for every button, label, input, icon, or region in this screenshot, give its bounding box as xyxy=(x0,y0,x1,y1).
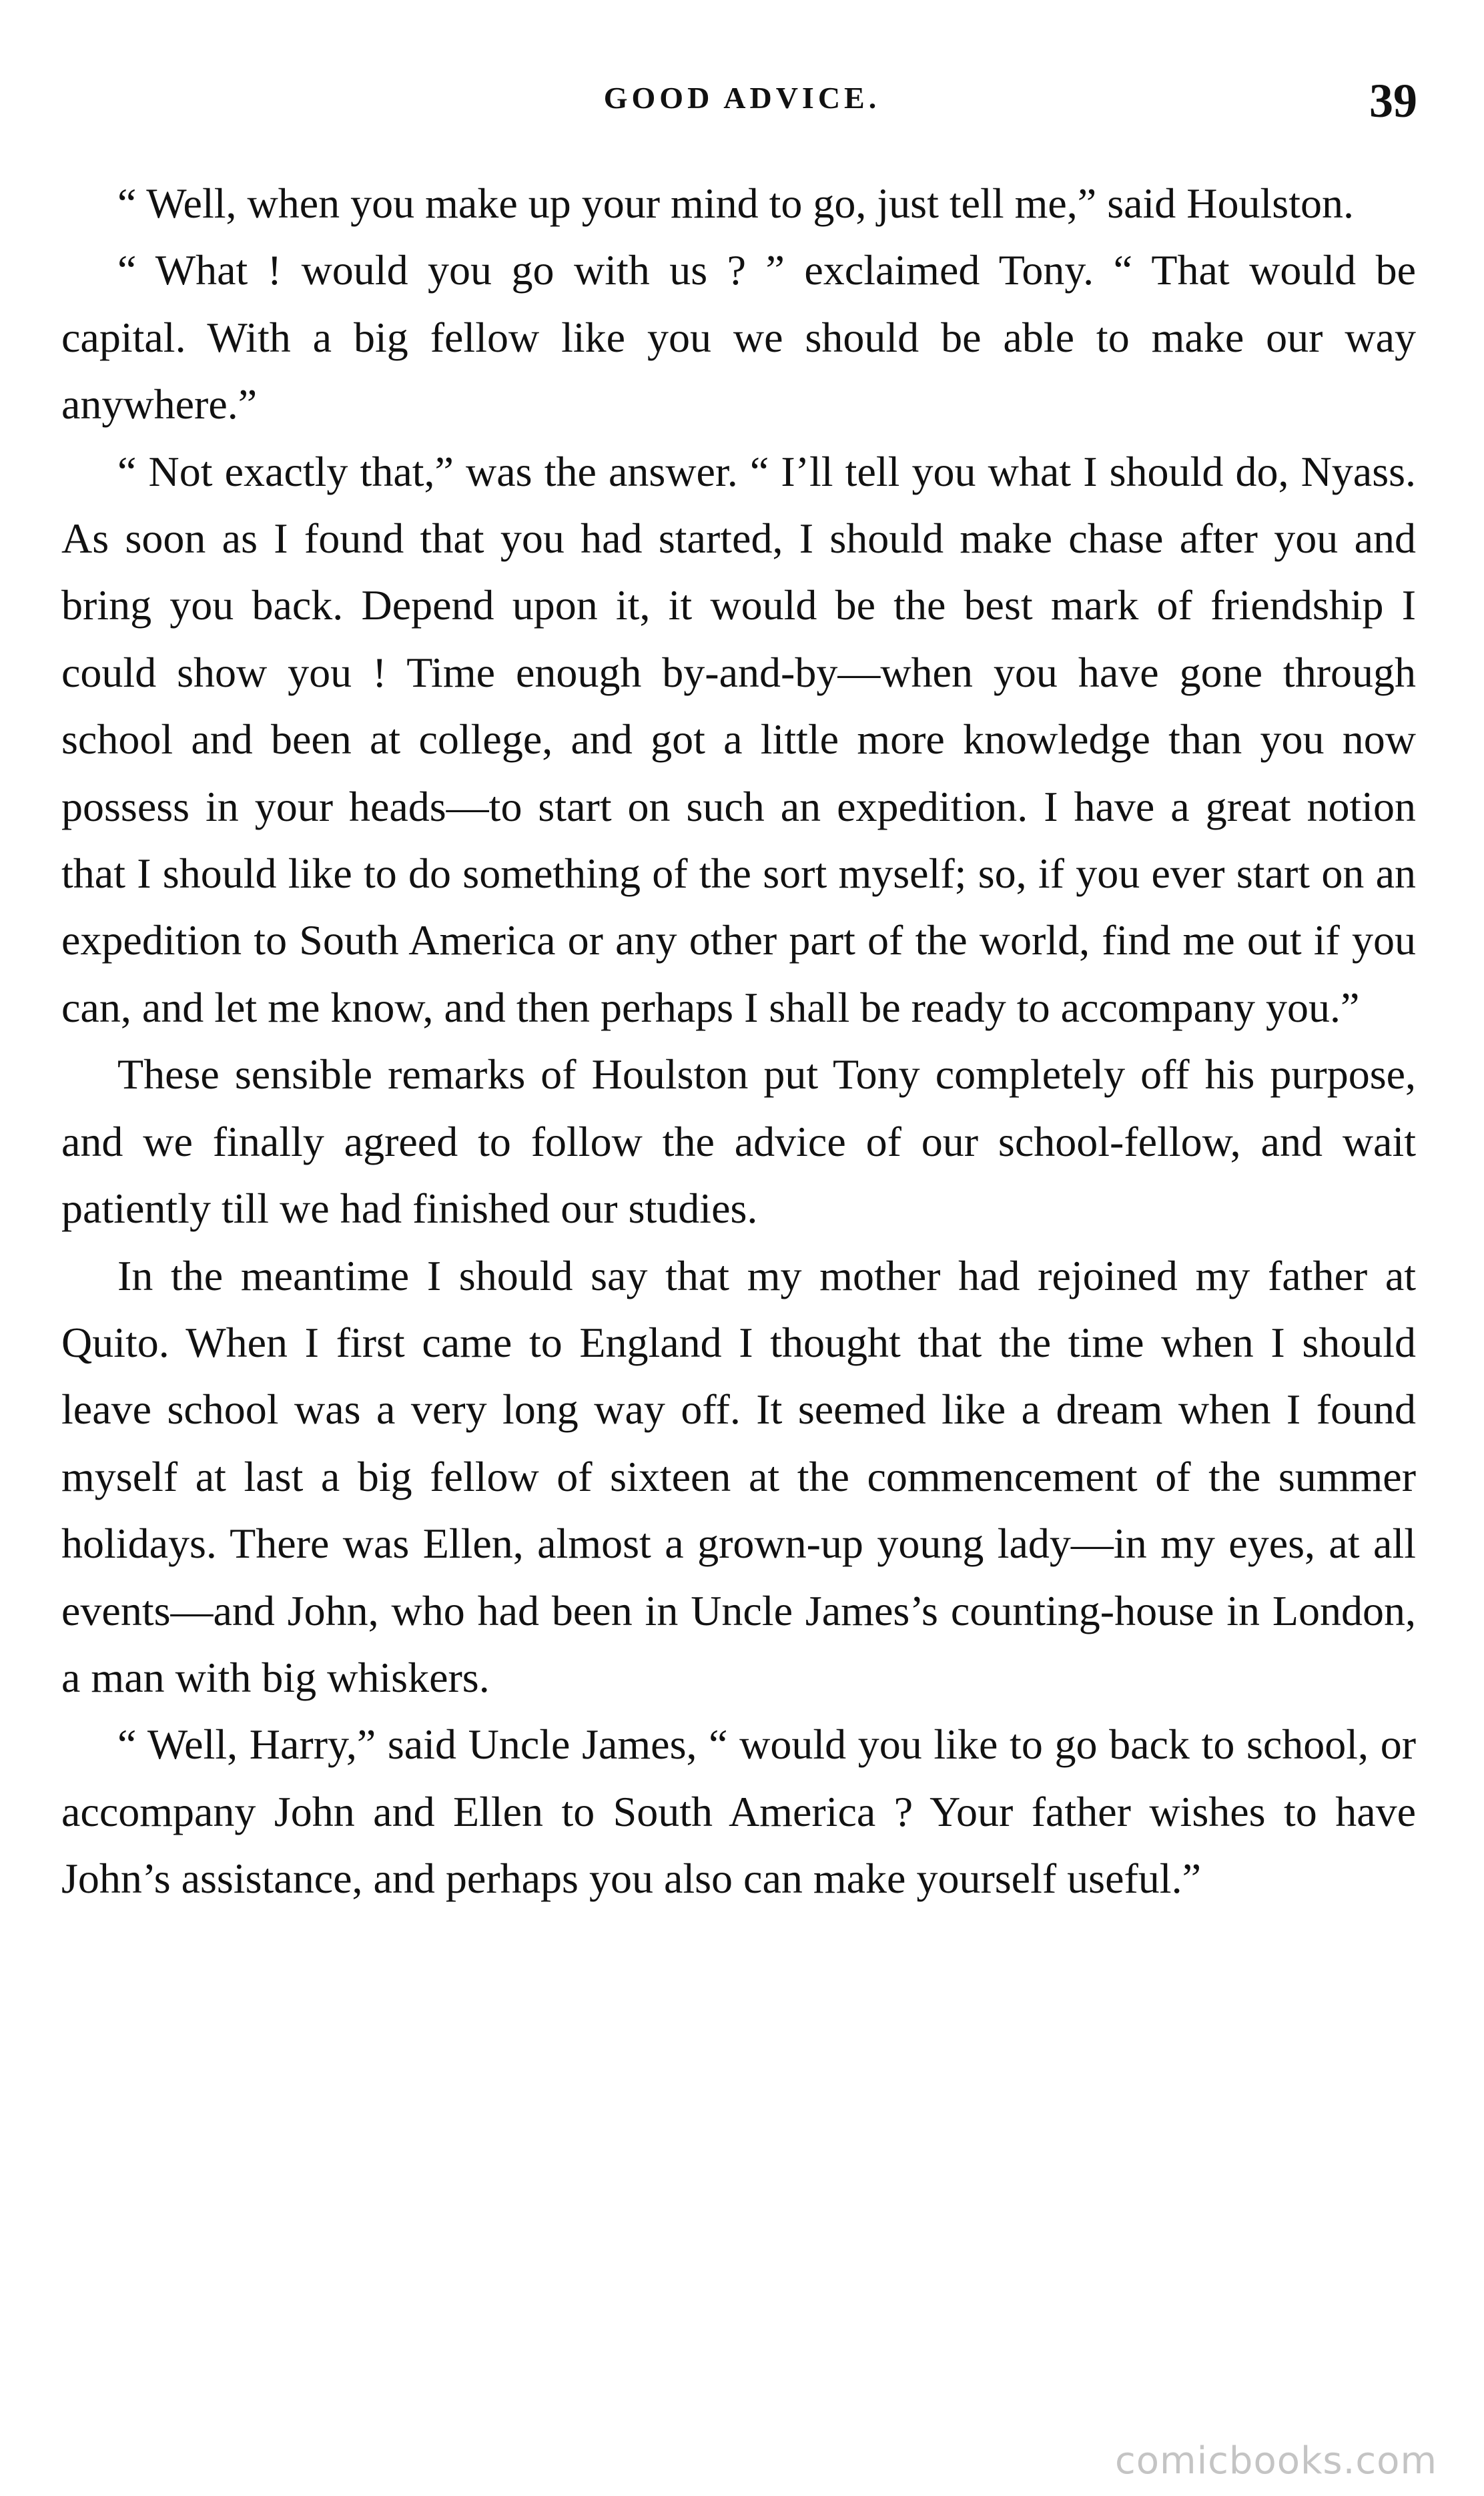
watermark: comicbooks.com xyxy=(1114,2439,1437,2483)
running-head xyxy=(67,73,1417,127)
paragraph-5: In the meantime I should say that my mother had rejoined my father at Quito. When I first came to England I thought that the time when I should leave school was a very long way off. It seemed like a dream when I found myself at last a big fellow of sixteen at the commencement of the summer holidays. There was Ellen, almost a grown-up young lady—in my eyes, at all events—and John, who had been in Uncle James’s counting-house in London, a man with big whiskers. xyxy=(61,1251,1416,1701)
body-text xyxy=(61,170,1416,1913)
paragraph-2: “ What ! would you go with us ? ” exclaimed Tony. “ That would be capital. With a big fellow like you we should be able to make our way anywhere.” xyxy=(61,246,1416,428)
paragraph-1: “ Well, when you make up your mind to go, just tell me,” said Houlston. xyxy=(117,180,1354,227)
paragraph-3: “ Not exactly that,” was the answer. “ I’ll tell you what I should do, Nyass. As soon as I found that you had started, I should make chase after you and bring you back. Depend upon it, it would be the best mark of friendship I could show you ! Time enough by-and-by—when you have gone through school and been at college, and got a little more knowledge than you now possess in your heads—to start on such an expedition. I have a great notion that I should like to do something of the sort myself; so, if you ever start on an expedition to South America or any other part of the world, find me out if you can, and let me know, and then perhaps I shall be ready to accompany you.” xyxy=(61,447,1416,1031)
paragraph-6: “ Well, Harry,” said Uncle James, “ would you like to go back to school, or accompany John and Ellen to South America ? Your father wishes to have John’s assistance, and perhaps you also can make yourself useful.” xyxy=(61,1721,1416,1903)
page-number: 39 xyxy=(1369,74,1417,127)
paragraph-4: These sensible remarks of Houlston put Tony completely off his purpose, and we finally agreed to follow the advice of our school-fellow, and wait patiently till we had finished our studies. xyxy=(61,1050,1416,1233)
running-title: GOOD ADVICE. xyxy=(603,81,881,115)
